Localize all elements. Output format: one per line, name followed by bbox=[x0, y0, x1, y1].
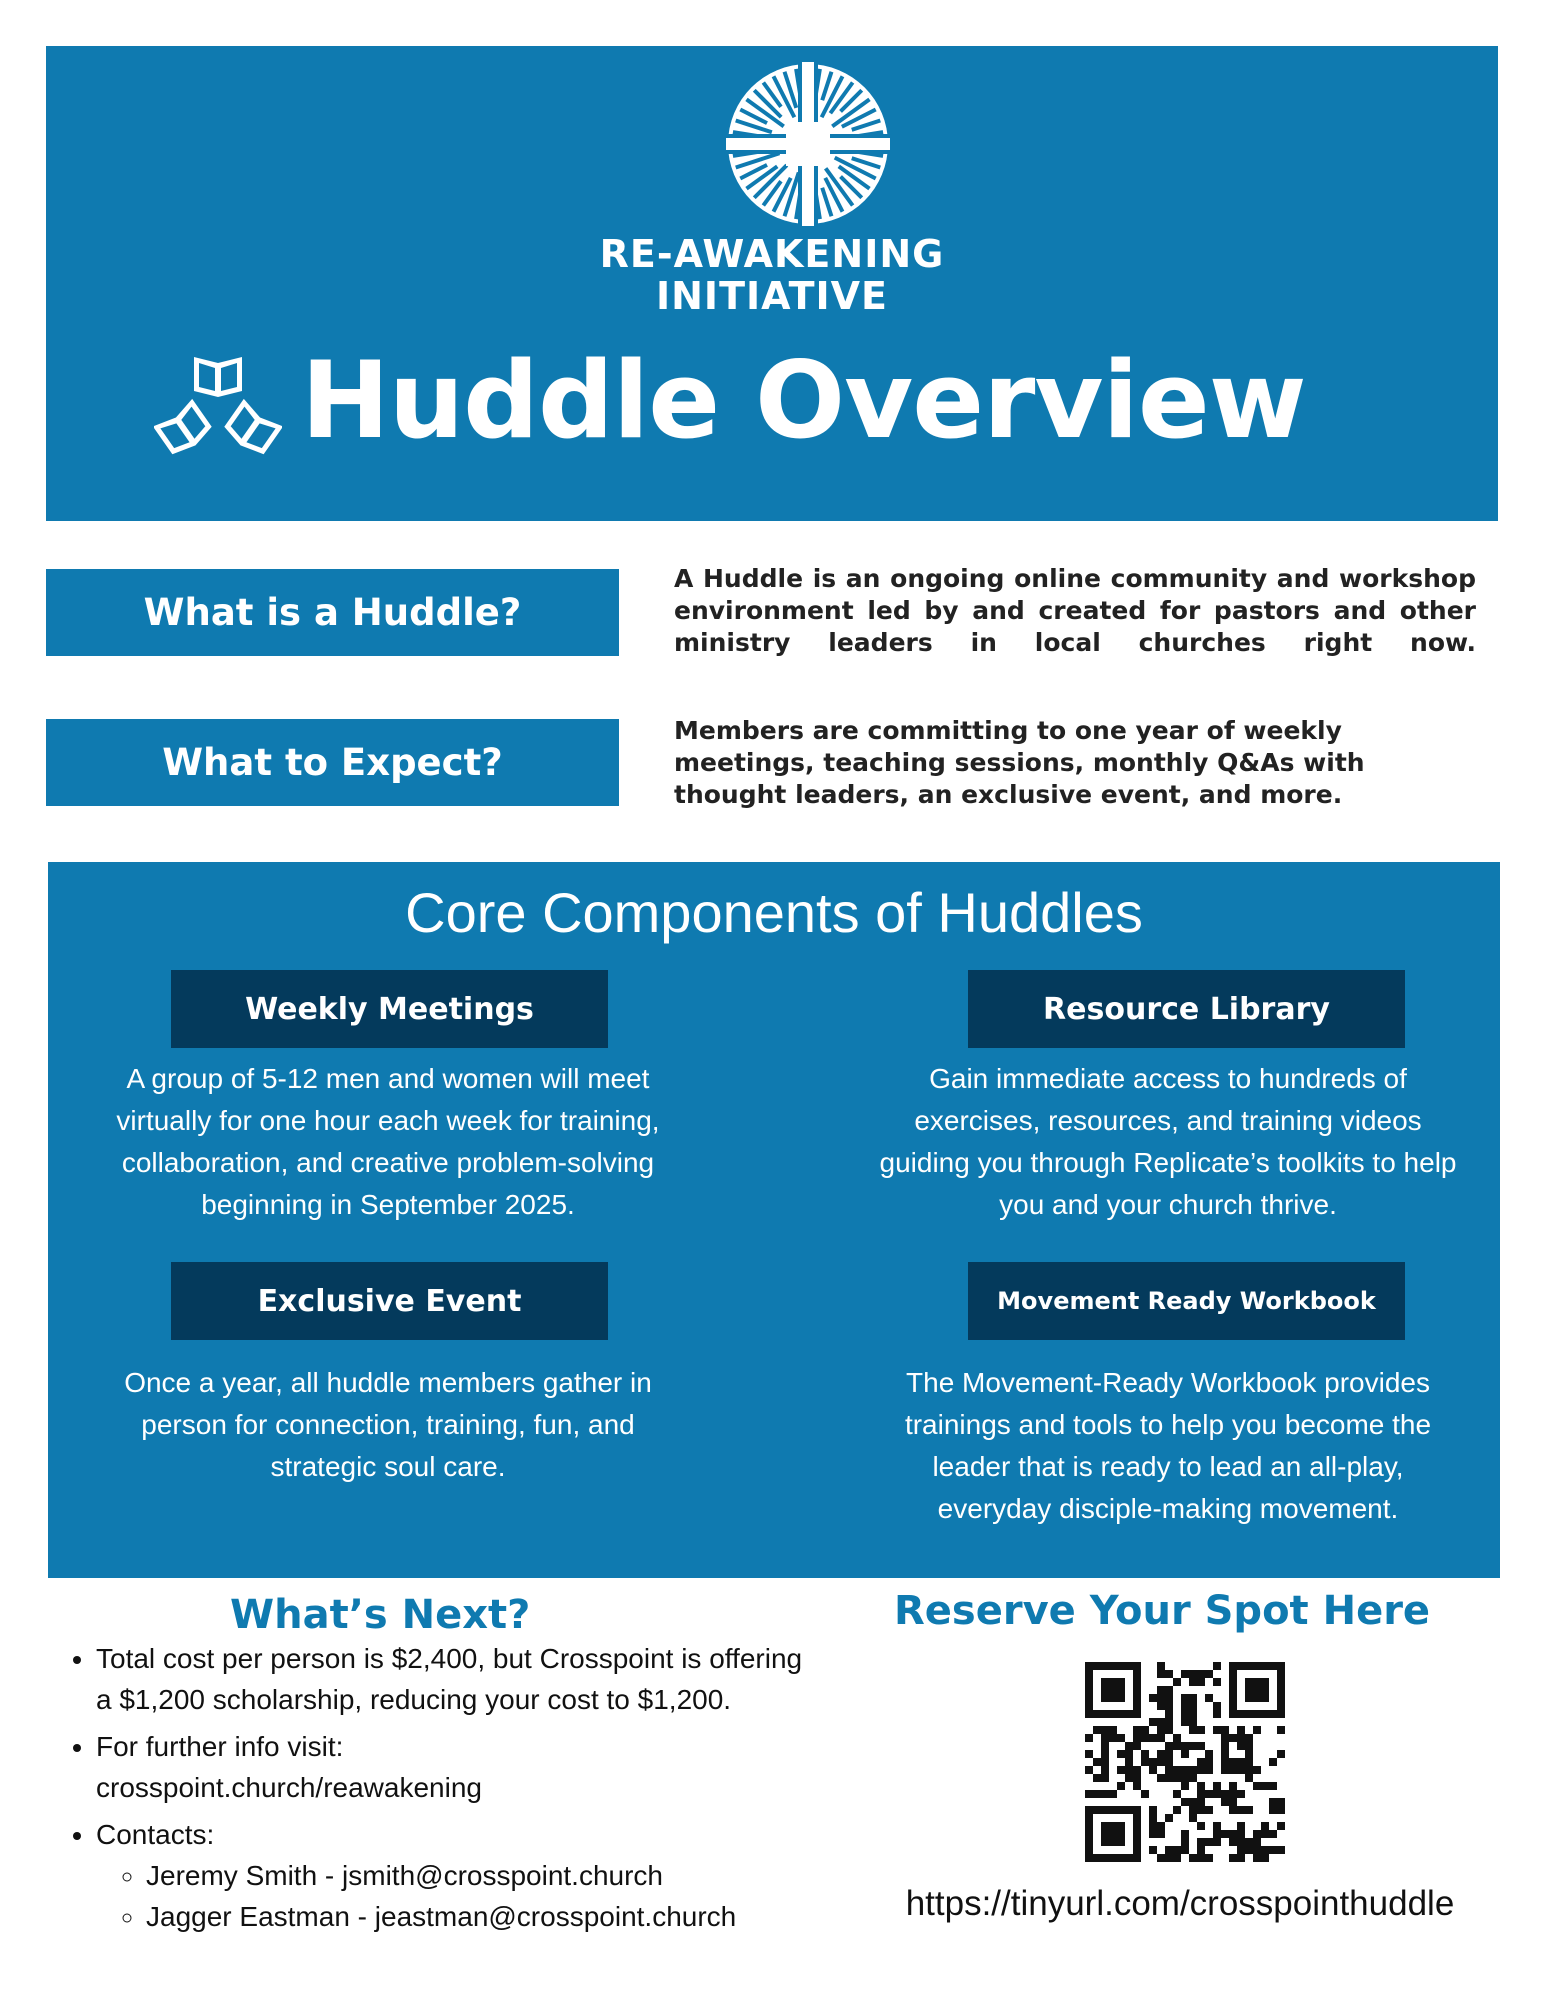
contacts-list bbox=[96, 1855, 816, 1937]
contact-item[interactable]: ◦ Jeremy Smith - jsmith@crosspoint.church bbox=[146, 1855, 816, 1896]
contact-item[interactable]: ◦ Jagger Eastman - jeastman@crosspoint.church bbox=[146, 1896, 816, 1937]
list-item bbox=[96, 1638, 816, 1720]
core-components-title: Core Components of Huddles bbox=[405, 881, 1143, 944]
reserve-title: Reserve Your Spot Here bbox=[894, 1588, 1431, 1634]
what-to-expect-text: Members are committing to one year of weekly meetings, teaching sessions, monthly Q&As with thought leaders, an exclusive event, and more. bbox=[674, 716, 1365, 809]
exclusive-event-label: Exclusive Event bbox=[171, 1262, 608, 1340]
list-item bbox=[96, 1726, 816, 1808]
contacts-label: Contacts: bbox=[96, 1819, 215, 1850]
movement-ready-workbook-label: Movement Ready Workbook bbox=[968, 1262, 1405, 1340]
info-link[interactable]: crosspoint.church/reawakening bbox=[96, 1772, 482, 1803]
whats-next-title: What’s Next? bbox=[230, 1592, 531, 1638]
reserve-url-link[interactable]: https://tinyurl.com/crosspointhuddle bbox=[905, 1884, 1455, 1923]
list-item bbox=[96, 1814, 816, 1937]
header-banner bbox=[46, 46, 1498, 521]
radial-cross-logo-icon bbox=[726, 62, 890, 226]
exclusive-event-desc: Once a year, all huddle members gather in person for connection, training, fun, and strategic soul care. bbox=[124, 1367, 652, 1482]
what-to-expect-label: What to Expect? bbox=[46, 719, 619, 806]
weekly-meetings-label: Weekly Meetings bbox=[171, 970, 608, 1048]
org-name-line1: RE-AWAKENING bbox=[599, 232, 945, 276]
open-books-icon bbox=[154, 351, 282, 461]
org-name-line2: INITIATIVE bbox=[655, 274, 889, 318]
whats-next-list bbox=[60, 1638, 816, 1943]
page-title: Huddle Overview bbox=[301, 339, 1306, 462]
movement-ready-workbook-desc: The Movement-Ready Workbook provides trainings and tools to help you become the leader that is ready to lead an all-play, everyday disciple-making movement. bbox=[904, 1367, 1432, 1524]
resource-library-desc: Gain immediate access to hundreds of exercises, resources, and training videos guiding you through Replicate’s toolkits to help you and your church thrive. bbox=[879, 1063, 1457, 1220]
what-is-huddle-text: A Huddle is an ongoing online community and workshop environment led by and created for pastors and other ministry leaders in local churches right now. bbox=[674, 564, 1476, 657]
core-components-panel bbox=[48, 862, 1500, 1578]
resource-library-label: Resource Library bbox=[968, 970, 1405, 1048]
qr-code-icon[interactable] bbox=[1085, 1662, 1285, 1862]
what-is-huddle-label: What is a Huddle? bbox=[46, 569, 619, 656]
weekly-meetings-desc: A group of 5-12 men and women will meet virtually for one hour each week for training, collaboration, and creative problem-solving beginning in September 2025. bbox=[116, 1063, 660, 1220]
info-text: For further info visit: bbox=[96, 1731, 344, 1762]
cost-text: Total cost per person is $2,400, but Crosspoint is offering a $1,200 scholarship, reducing your cost to $1,200. bbox=[96, 1643, 803, 1715]
